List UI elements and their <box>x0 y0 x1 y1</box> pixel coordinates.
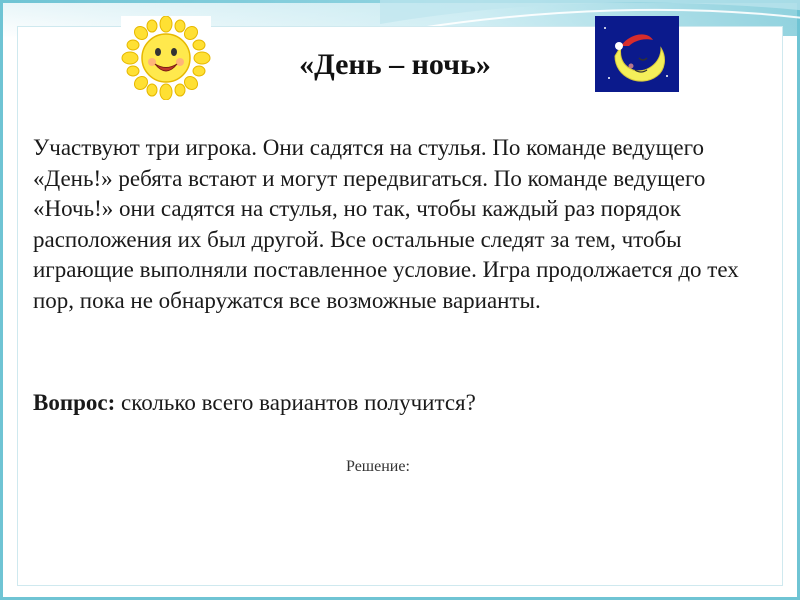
smiling-sun-icon <box>121 16 211 100</box>
slide-title: «День – ночь» <box>299 48 491 81</box>
solution-link[interactable]: Решение: <box>346 458 410 475</box>
moon-picture <box>595 16 679 92</box>
game-description: Участвуют три игрока. Они садятся на стулья. По команде ведущего «День!» ребята встают и могут передвигаться. По команде ведущего «Ночь!» они садятся на стулья, но так, чтобы каждый раз порядок расположения их был другой. Все остальные следят за тем, чтобы играющие выполняли поставленное условие. Игра продолжается до тех пор, пока не обнаружатся все возможные варианты. <box>33 135 739 313</box>
question-line <box>33 388 753 418</box>
crescent-moon-with-nightcap-icon <box>595 16 679 92</box>
question-label: Вопрос: <box>33 390 116 415</box>
question-text: сколько всего вариантов получится? <box>115 390 476 415</box>
